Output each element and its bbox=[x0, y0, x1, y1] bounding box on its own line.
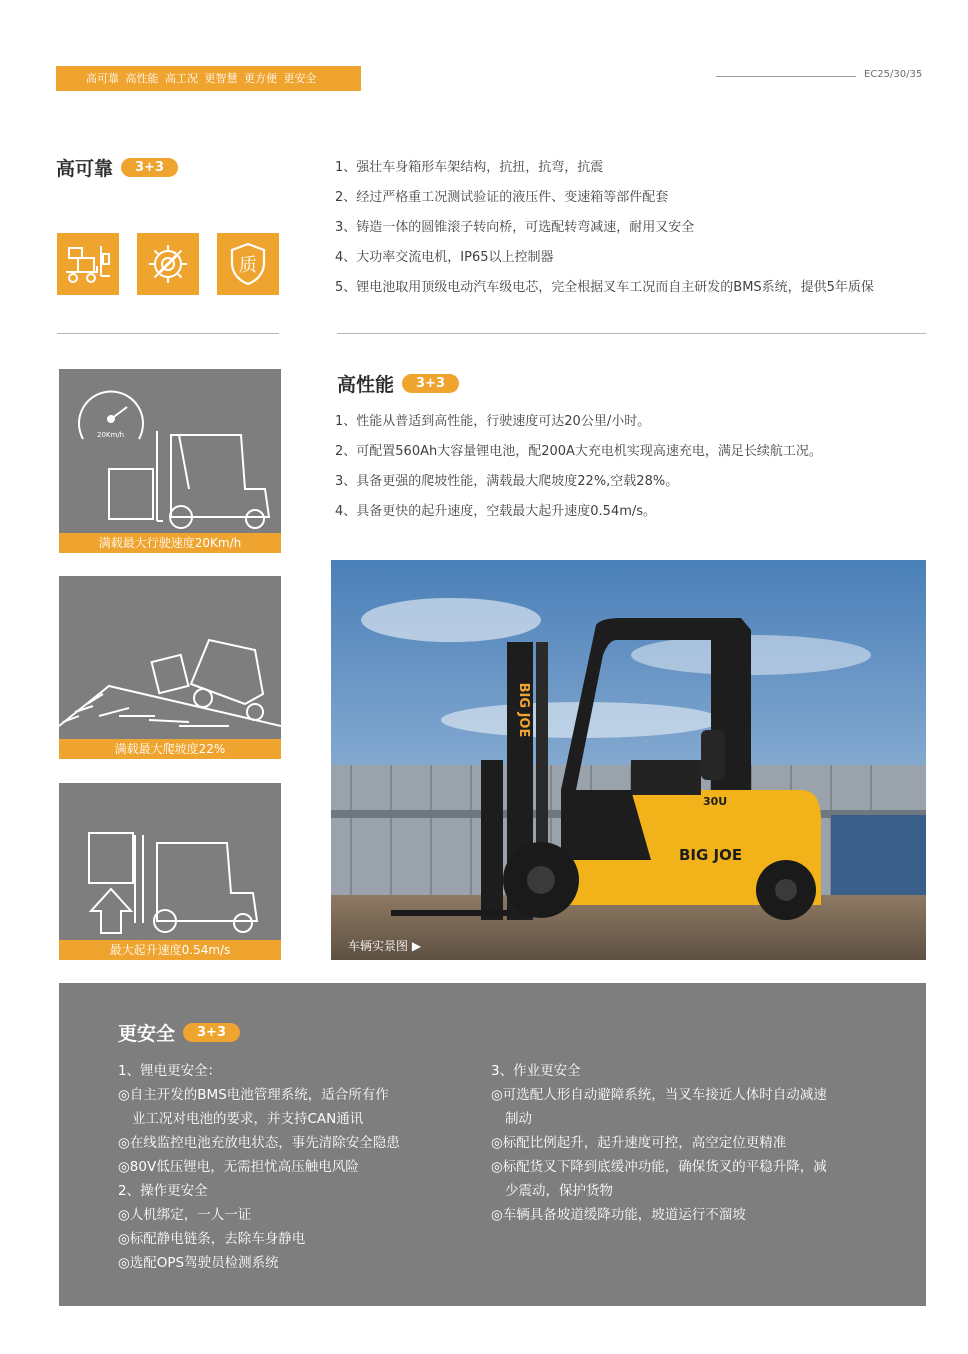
list-item: ◎标配比例起升，起升速度可控，高空定位更精准 bbox=[491, 1135, 787, 1151]
list-item: ◎自主开发的BMS电池管理系统，适合所有作 bbox=[118, 1087, 389, 1103]
list-item: 5、锂电池取用顶级电动汽车级电芯，完全根据叉车工况而自主研发的BMS系统，提供5年质保 bbox=[335, 280, 874, 295]
list-item: 1、性能从普适到高性能，行驶速度可达20公里/小时。 bbox=[335, 414, 651, 429]
photo-caption: 车辆实景图 ▶ bbox=[348, 939, 422, 953]
list-item: ◎80V低压锂电，无需担忧高压触电风险 bbox=[118, 1159, 359, 1175]
reliable-title: 高可靠 bbox=[56, 158, 114, 180]
list-item: 3、作业更安全 bbox=[491, 1063, 581, 1079]
climb-caption: 满载最大爬坡度22% bbox=[59, 739, 281, 759]
safety-left-list bbox=[118, 1059, 400, 1275]
lift-caption: 最大起升速度0.54m/s bbox=[59, 940, 281, 960]
list-item: 2、可配置560Ah大容量锂电池，配200A大充电机实现高速充电，满足长续航工况。 bbox=[335, 444, 822, 459]
climb-panel bbox=[59, 576, 281, 759]
speed-caption: 满载最大行驶速度20Km/h bbox=[59, 533, 281, 553]
list-item: 1、强壮车身箱形车架结构，抗扭，抗弯，抗震 bbox=[335, 160, 604, 175]
list-item: 制动 bbox=[505, 1111, 532, 1127]
lift-illustration bbox=[59, 783, 281, 940]
list-item: 1、锂电更安全： bbox=[118, 1063, 222, 1079]
list-item: 2、操作更安全 bbox=[118, 1183, 208, 1199]
model-number: EC25/30/35 bbox=[864, 69, 923, 80]
body-logo-text: BIG JOE bbox=[679, 846, 743, 864]
list-item: ◎标配静电链条，去除车身静电 bbox=[118, 1231, 306, 1247]
safety-badge: 3+3 bbox=[183, 1023, 240, 1042]
list-item: 4、具备更快的起升速度，空载最大起升速度0.54m/s。 bbox=[335, 504, 657, 519]
list-item: 3、具备更强的爬坡性能，满载最大爬坡度22%,空载28%。 bbox=[335, 474, 679, 489]
list-item: 2、经过严格重工况测试验证的液压件、变速箱等部件配套 bbox=[335, 190, 669, 205]
body-model-text: 30U bbox=[703, 795, 728, 808]
reliable-badge: 3+3 bbox=[121, 158, 178, 177]
tagline-bar: 高可靠 高性能 高工况 更智慧 更方便 更安全 bbox=[56, 66, 361, 91]
right-divider bbox=[337, 333, 926, 334]
list-item: 业工况对电池的要求，并支持CAN通讯 bbox=[132, 1111, 364, 1127]
left-divider bbox=[57, 333, 279, 334]
performance-badge: 3+3 bbox=[402, 374, 459, 393]
list-item: ◎人机绑定，一人一证 bbox=[118, 1207, 252, 1223]
list-item: 少震动，保护货物 bbox=[505, 1183, 613, 1199]
speed-illustration bbox=[59, 369, 281, 533]
mast-logo-text: BIG JOE bbox=[516, 682, 531, 738]
list-item: ◎在线监控电池充放电状态，事先清除安全隐患 bbox=[118, 1135, 400, 1151]
safety-title: 更安全 bbox=[118, 1023, 176, 1045]
list-item: ◎车辆具备坡道缓降功能，坡道运行不溜坡 bbox=[491, 1207, 746, 1223]
performance-heading bbox=[337, 370, 459, 397]
performance-list bbox=[335, 407, 822, 527]
reliable-heading bbox=[56, 154, 178, 181]
safety-section bbox=[59, 983, 926, 1306]
quality-shield-icon bbox=[217, 233, 279, 295]
gauge-label: 20Km/h bbox=[97, 431, 125, 439]
list-item: ◎可选配人形自动避障系统，当叉车接近人体时自动减速 bbox=[491, 1087, 827, 1103]
speed-panel bbox=[59, 369, 281, 553]
climb-illustration bbox=[59, 576, 281, 739]
safety-heading bbox=[118, 1019, 240, 1046]
reliable-list bbox=[335, 153, 874, 303]
lift-panel bbox=[59, 783, 281, 960]
list-item: ◎选配OPS驾驶员检测系统 bbox=[118, 1255, 279, 1271]
header-divider bbox=[716, 76, 856, 77]
list-item: 4、大功率交流电机，IP65以上控制器 bbox=[335, 250, 554, 265]
forklift-photo bbox=[331, 560, 926, 960]
quality-char: 质 bbox=[239, 255, 257, 276]
list-item: 3、铸造一体的圆锥滚子转向桥，可选配转弯减速，耐用又安全 bbox=[335, 220, 695, 235]
gear-wrench-icon bbox=[137, 233, 199, 295]
list-item: ◎标配货叉下降到底缓冲功能，确保货叉的平稳升降，减 bbox=[491, 1159, 827, 1175]
safety-right-list bbox=[491, 1059, 827, 1227]
performance-title: 高性能 bbox=[337, 374, 395, 396]
forklift-icon bbox=[57, 233, 119, 295]
